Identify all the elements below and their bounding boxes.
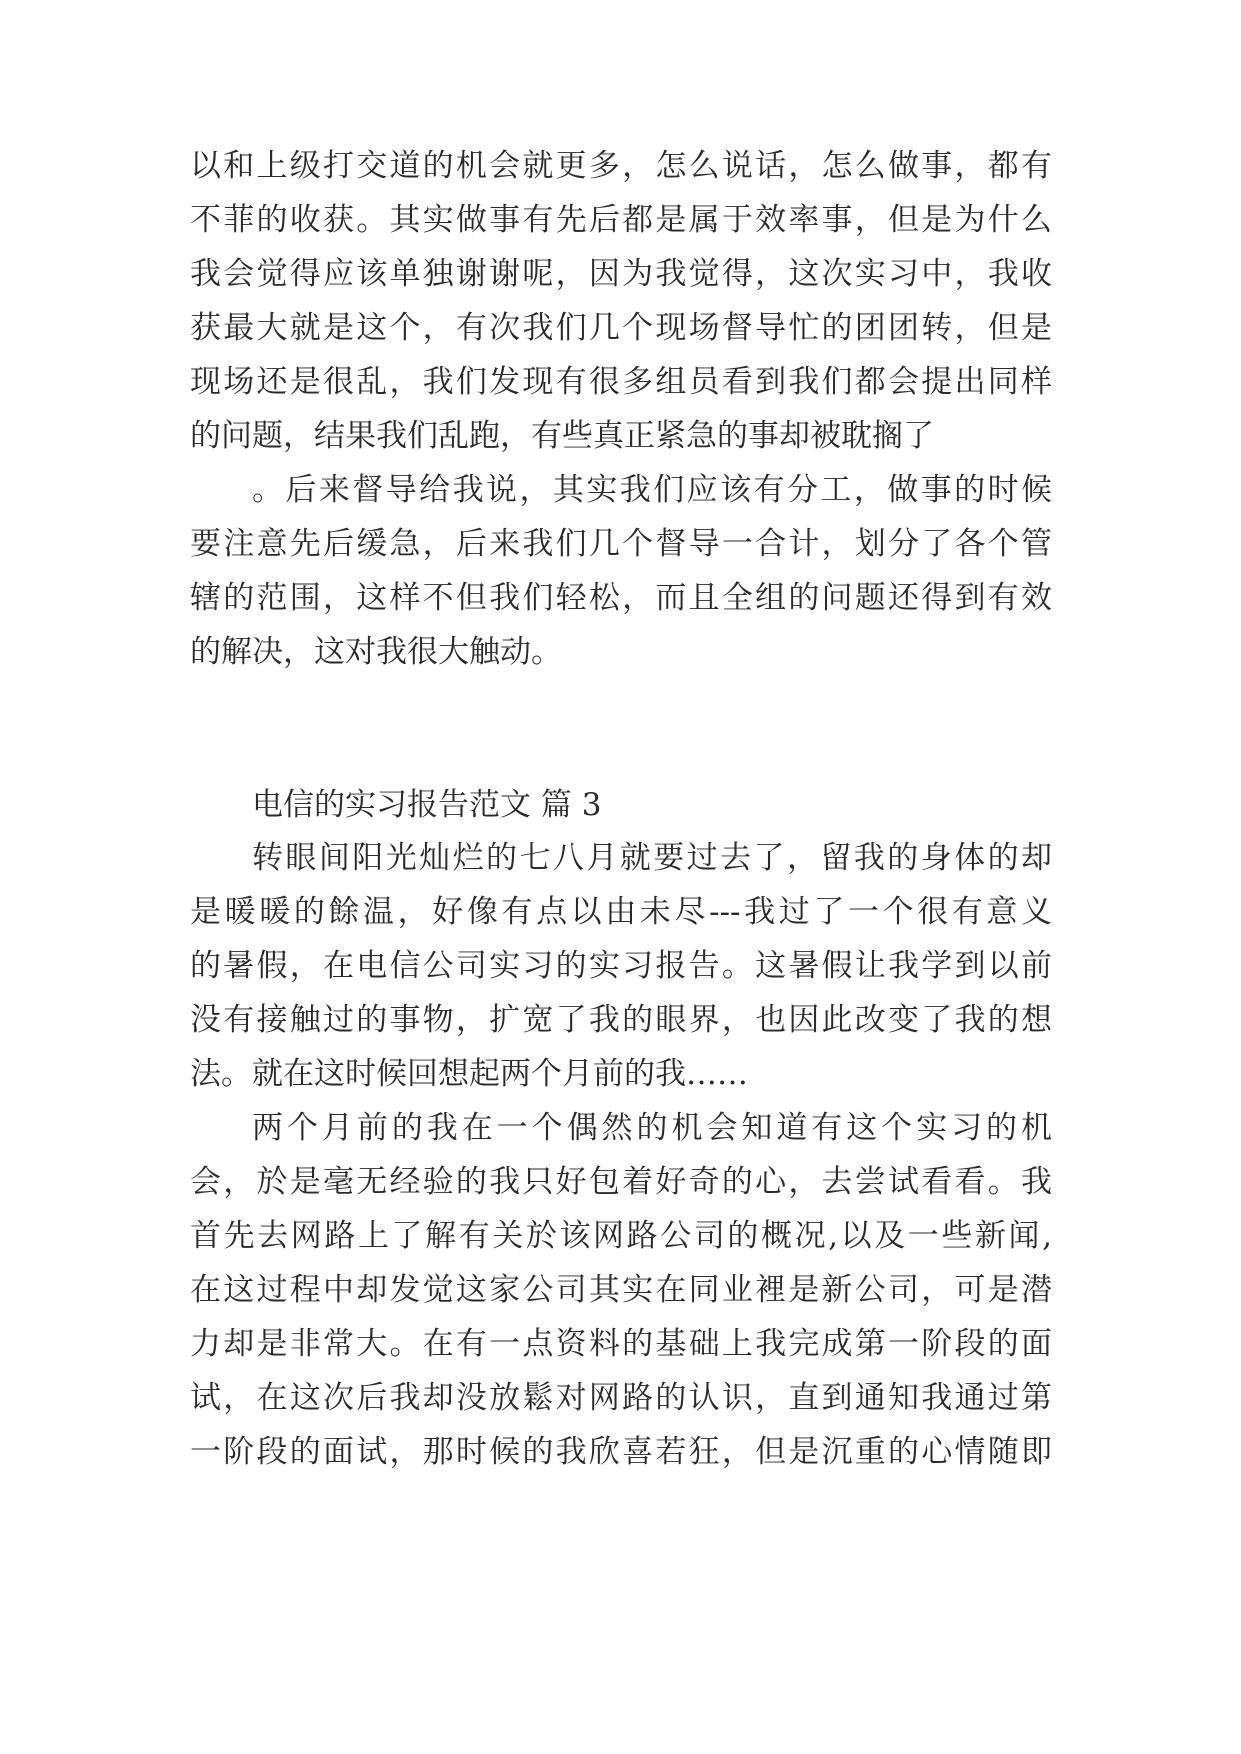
paragraph-line: [0, 244, 1241, 304]
paragraph-line: [0, 1098, 1241, 1158]
paragraph-line: [0, 1260, 1241, 1320]
paragraph-line: [0, 568, 1241, 628]
paragraph-line-text: 力却是非常大。在有一点资料的基础上我完成第一阶段的面: [190, 1326, 1052, 1362]
paragraph-line: [0, 1314, 1241, 1374]
paragraph-line: [0, 882, 1241, 942]
paragraph-line: [0, 352, 1241, 412]
paragraph-line-text: 不菲的收获。其实做事有先后都是属于效率事，但是为什么: [190, 202, 1052, 238]
paragraph-line: [0, 622, 1241, 682]
paragraph-line: [0, 190, 1241, 250]
paragraph-line-text: 是暖暖的餘温，好像有点以由未尽---我过了一个很有意义: [190, 894, 1052, 930]
paragraph-line-text: 我会觉得应该单独谢谢呢，因为我觉得，这次实习中，我收: [190, 256, 1052, 292]
paragraph-line-text: 要注意先后缓急，后来我们几个督导一合计，划分了各个管: [190, 526, 1052, 562]
paragraph-line-text: 试，在这次后我却没放鬆对网路的认识，直到通知我通过第: [190, 1380, 1052, 1416]
paragraph-line-text: 以和上级打交道的机会就更多，怎么说话，怎么做事，都有: [190, 148, 1052, 184]
paragraph-line: [0, 514, 1241, 574]
section-heading-text: 电信的实习报告范文 篇 3: [252, 787, 602, 823]
paragraph-line-text: 现场还是很乱，我们发现有很多组员看到我们都会提出同样: [190, 364, 1052, 400]
paragraph-line: [0, 1368, 1241, 1428]
paragraph-line-text: 会，於是毫无经验的我只好包着好奇的心，去尝试看看。我: [190, 1164, 1052, 1200]
paragraph-line: [0, 1422, 1241, 1482]
paragraph-line-text: 的暑假，在电信公司实习的实习报告。这暑假让我学到以前: [190, 948, 1052, 984]
paragraph-line: [0, 1044, 1241, 1104]
paragraph-line: [0, 1206, 1241, 1266]
paragraph-line-text: 一阶段的面试，那时候的我欣喜若狂，但是沉重的心情随即: [190, 1434, 1052, 1470]
paragraph-line: [0, 460, 1241, 520]
paragraph-line-text: 转眼间阳光灿烂的七八月就要过去了，留我的身体的却: [252, 840, 1052, 876]
paragraph-line-text: 辖的范围，这样不但我们轻松，而且全组的问题还得到有效: [190, 580, 1052, 616]
section-heading: [0, 775, 1241, 835]
paragraph-line-text: 的解决，这对我很大触动。: [190, 634, 562, 670]
paragraph-line: [0, 406, 1241, 466]
paragraph-line: [0, 990, 1241, 1050]
paragraph-line-text: 法。就在这时候回想起两个月前的我……: [190, 1056, 748, 1092]
paragraph-line-text: 在这过程中却发觉这家公司其实在同业裡是新公司，可是潜: [190, 1272, 1052, 1308]
paragraph-line-text: 首先去网路上了解有关於该网路公司的概况,以及一些新闻,: [190, 1218, 1052, 1254]
paragraph-line: [0, 136, 1241, 196]
paragraph-line-text: 获最大就是这个，有次我们几个现场督导忙的团团转，但是: [190, 310, 1052, 346]
paragraph-line-text: 没有接触过的事物，扩宽了我的眼界，也因此改变了我的想: [190, 1002, 1052, 1038]
paragraph-line: [0, 298, 1241, 358]
paragraph-line: [0, 936, 1241, 996]
paragraph-line-text: 的问题，结果我们乱跑，有些真正紧急的事却被耽搁了: [190, 418, 934, 454]
paragraph-line: [0, 828, 1241, 888]
paragraph-line-text: 两个月前的我在一个偶然的机会知道有这个实习的机: [252, 1110, 1052, 1146]
paragraph-line-text: 。后来督导给我说，其实我们应该有分工，做事的时候: [252, 472, 1052, 508]
paragraph-line: [0, 1152, 1241, 1212]
